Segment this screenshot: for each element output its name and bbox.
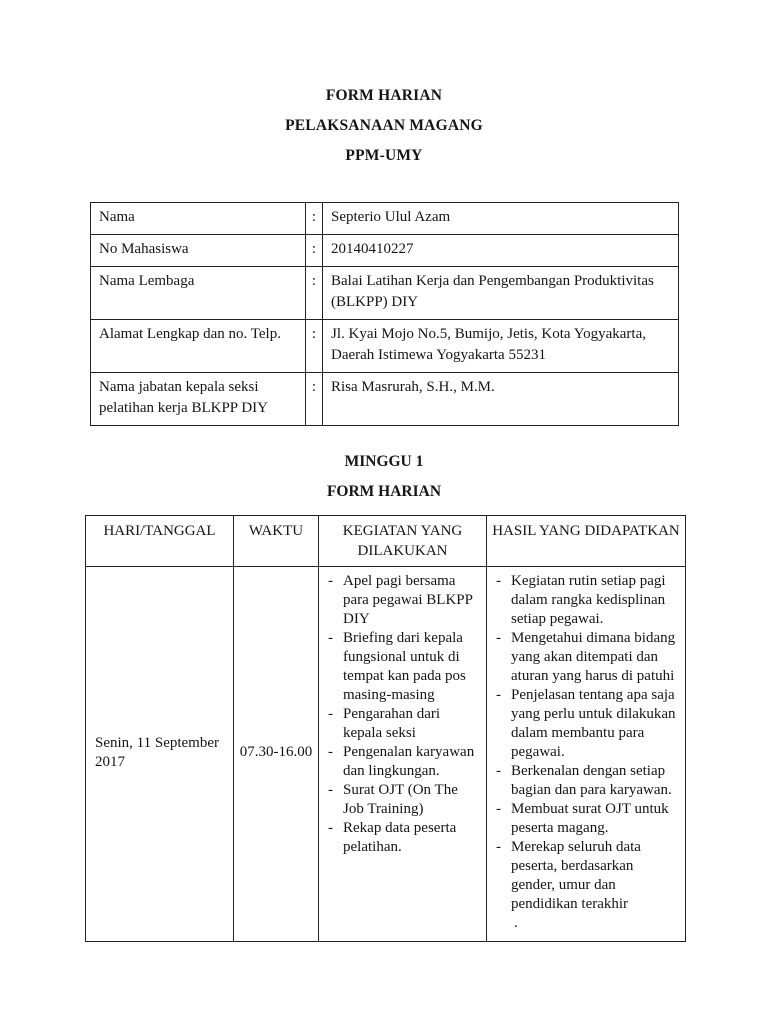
colon-separator: :: [306, 373, 323, 426]
time-cell: 07.30-16.00: [234, 567, 319, 942]
activity-item: - Briefing dari kepala fungsional untuk di tempat kan pada pos masing-masing: [325, 629, 482, 705]
header-hasil: HASIL YANG DIDAPATKAN: [487, 516, 686, 567]
info-value-no-mahasiswa: 20140410227: [323, 235, 679, 267]
dash-marker: -: [496, 630, 501, 646]
dash-marker: -: [496, 763, 501, 779]
result-item: - Membuat surat OJT untuk peserta magang.: [493, 800, 681, 838]
activities-list: [325, 572, 482, 857]
colon-separator: :: [306, 267, 323, 320]
dash-marker: -: [496, 801, 501, 817]
info-label-nama-lembaga: Nama Lembaga: [91, 267, 306, 320]
colon-separator: :: [306, 203, 323, 235]
week-title: MINGGU 1: [344, 453, 424, 470]
dash-marker: -: [328, 630, 333, 646]
info-label-nama: Nama: [91, 203, 306, 235]
activity-item: - Pengarahan dari kepala seksi: [325, 705, 482, 743]
table-row: [91, 203, 679, 235]
result-item: - Penjelasan tentang apa saja yang perlu untuk dilakukan dalam membantu para pegawai.: [493, 686, 681, 762]
result-item: - Mengetahui dimana bidang yang akan ditempati dan aturan yang harus di patuhi: [493, 629, 681, 686]
day-date-cell: Senin, 11 September 2017: [86, 567, 234, 942]
table-row: [91, 267, 679, 320]
colon-separator: :: [306, 320, 323, 373]
activities-cell: [319, 567, 487, 942]
activity-item: - Pengenalan karyawan dan lingkungan.: [325, 743, 482, 781]
results-cell: [487, 567, 686, 942]
info-label-no-mahasiswa: No Mahasiswa: [91, 235, 306, 267]
dash-marker: -: [496, 687, 501, 703]
table-header-row: [86, 516, 686, 567]
dash-marker: -: [328, 706, 333, 722]
daily-log-table: [85, 515, 686, 942]
activity-item: - Apel pagi bersama para pegawai BLKPP DIY: [325, 572, 482, 629]
header-hari-tanggal: HARI/TANGGAL: [86, 516, 234, 567]
info-label-kepala-seksi: Nama jabatan kepala seksi pelatihan kerja BLKPP DIY: [91, 373, 306, 426]
dash-marker: -: [328, 744, 333, 760]
result-item: - Kegiatan rutin setiap pagi dalam rangka kedisplinan setiap pegawai.: [493, 572, 681, 629]
document-title-block: [0, 0, 768, 166]
result-item: - Berkenalan dengan setiap bagian dan para karyawan.: [493, 762, 681, 800]
result-item: - Merekap seluruh data peserta, berdasarkan gender, umur dan pendidikan terakhir: [493, 838, 681, 914]
dash-marker: -: [328, 782, 333, 798]
info-value-alamat: Jl. Kyai Mojo No.5, Bumijo, Jetis, Kota Yogyakarta, Daerah Istimewa Yogyakarta 55231: [323, 320, 679, 373]
dash-marker: -: [328, 573, 333, 589]
info-value-kepala-seksi: Risa Masrurah, S.H., M.M.: [323, 373, 679, 426]
doc-title-line-2: PELAKSANAAN MAGANG: [285, 117, 483, 134]
student-info-table: [90, 202, 679, 426]
table-row: [91, 320, 679, 373]
result-item-trailing-period: .: [514, 915, 518, 931]
info-label-alamat: Alamat Lengkap dan no. Telp.: [91, 320, 306, 373]
header-kegiatan: KEGIATAN YANG DILAKUKAN: [319, 516, 487, 567]
info-value-nama: Septerio Ulul Azam: [323, 203, 679, 235]
table-row: [91, 373, 679, 426]
table-row: [91, 235, 679, 267]
activity-item: - Rekap data peserta pelatihan.: [325, 819, 482, 857]
activity-item: - Surat OJT (On The Job Training): [325, 781, 482, 819]
doc-title-line-1: FORM HARIAN: [325, 87, 443, 104]
form-subtitle: FORM HARIAN: [326, 483, 442, 500]
dash-marker: -: [328, 820, 333, 836]
dash-marker: -: [496, 573, 501, 589]
dash-marker: -: [496, 839, 501, 855]
info-value-nama-lembaga: Balai Latihan Kerja dan Pengembangan Produktivitas (BLKPP) DIY: [323, 267, 679, 320]
header-waktu: WAKTU: [234, 516, 319, 567]
table-row: [86, 567, 686, 942]
results-list: [493, 572, 681, 933]
doc-title-line-3: PPM-UMY: [345, 147, 423, 164]
colon-separator: :: [306, 235, 323, 267]
